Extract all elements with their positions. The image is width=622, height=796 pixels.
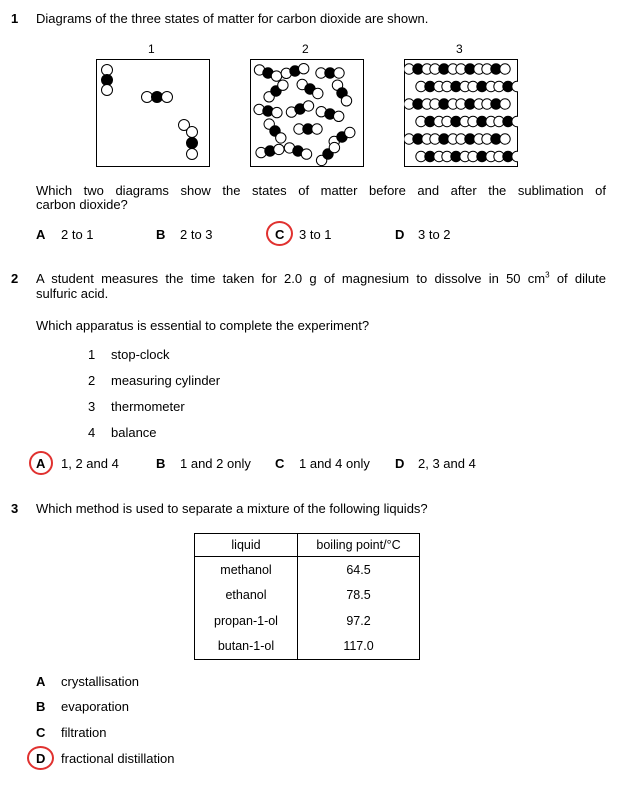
q3-option-b-letter[interactable]: B (36, 699, 46, 714)
question-1-number: 1 (11, 11, 19, 26)
table-row (195, 557, 420, 583)
oxygen-atom (500, 134, 510, 144)
q3-option-a-text[interactable]: crystallisation (61, 674, 140, 689)
q1-option-b-text[interactable]: 2 to 3 (180, 227, 213, 242)
table-cell-liquid: methanol (195, 557, 298, 583)
question-2-stem-line1 (36, 271, 606, 286)
diagram-1-label: 1 (148, 42, 155, 56)
q3-option-d-letter[interactable]: D (36, 751, 46, 766)
question-1-prompt-line1: Which two diagrams show the states of matter before and after the sublimation of (36, 183, 606, 198)
q2-stem-part1: A student measures the time taken for 2.0 g of magnesium to dissolve in 50 cm (36, 271, 546, 286)
question-2-prompt: Which apparatus is essential to complete the experiment? (36, 318, 370, 333)
q2-item-3-num: 3 (88, 399, 96, 414)
table-cell-boiling-point: 117.0 (298, 634, 420, 660)
q3-option-b-text[interactable]: evaporation (61, 699, 129, 714)
q3-option-c-text[interactable]: filtration (61, 725, 107, 740)
table-row (195, 634, 420, 660)
oxygen-atom (500, 99, 510, 109)
oxygen-atom (272, 107, 282, 117)
q2-item-3-text: thermometer (111, 399, 185, 414)
q1-option-b-letter[interactable]: B (156, 227, 166, 242)
q1-option-d-letter[interactable]: D (395, 227, 405, 242)
q1-option-d-text[interactable]: 3 to 2 (418, 227, 451, 242)
oxygen-atom (512, 116, 518, 126)
question-3-number: 3 (11, 501, 19, 516)
table-cell-boiling-point: 97.2 (298, 608, 420, 634)
oxygen-atom (512, 151, 518, 161)
q3-option-c-letter[interactable]: C (36, 725, 46, 740)
table-cell-liquid: butan-1-ol (195, 634, 298, 660)
table-header-boiling-point: boiling point/°C (298, 534, 420, 557)
q2-option-c-text[interactable]: 1 and 4 only (299, 456, 370, 471)
q2-option-c-letter[interactable]: C (275, 456, 285, 471)
oxygen-atom (303, 101, 313, 111)
q3-option-d-text[interactable]: fractional distillation (61, 751, 175, 766)
oxygen-atom (312, 124, 322, 134)
q2-option-a-text[interactable]: 1, 2 and 4 (61, 456, 119, 471)
table-row (195, 583, 420, 609)
diagram-3-solid (404, 59, 518, 167)
oxygen-atom (512, 81, 518, 91)
diagram-2-liquid (250, 59, 364, 167)
oxygen-atom (500, 64, 510, 74)
q2-option-b-letter[interactable]: B (156, 456, 166, 471)
diagram-1-gas (96, 59, 210, 167)
table-header-row (195, 534, 420, 557)
oxygen-atom (271, 71, 281, 81)
question-2-stem-line2: sulfuric acid. (36, 286, 109, 301)
oxygen-atom (313, 88, 323, 98)
table-row (195, 608, 420, 634)
diagram-3-label: 3 (456, 42, 463, 56)
table-cell-liquid: propan-1-ol (195, 608, 298, 634)
question-1-stem: Diagrams of the three states of matter for carbon dioxide are shown. (36, 11, 429, 26)
boiling-point-table (194, 533, 420, 660)
q2-option-a-letter[interactable]: A (36, 456, 46, 471)
q2-stem-sup: 3 (545, 270, 550, 280)
q2-item-2-num: 2 (88, 373, 96, 388)
q1-option-a-letter[interactable]: A (36, 227, 46, 242)
oxygen-atom (334, 111, 344, 121)
q1-option-a-text[interactable]: 2 to 1 (61, 227, 94, 242)
q2-item-2-text: measuring cylinder (111, 373, 221, 388)
table-cell-boiling-point: 64.5 (298, 557, 420, 583)
oxygen-atom (334, 68, 344, 78)
table-cell-liquid: ethanol (195, 583, 298, 609)
question-2-number: 2 (11, 271, 19, 286)
q1-option-c-letter[interactable]: C (275, 227, 285, 242)
q2-option-d-letter[interactable]: D (395, 456, 405, 471)
q2-item-4-num: 4 (88, 425, 96, 440)
oxygen-atom (341, 96, 351, 106)
question-3-stem: Which method is used to separate a mixture of the following liquids? (36, 501, 428, 516)
table-header-liquid: liquid (195, 534, 298, 557)
table-cell-boiling-point: 78.5 (298, 583, 420, 609)
oxygen-atom (274, 144, 284, 154)
q2-stem-part2: of dilute (549, 271, 606, 286)
q2-option-b-text[interactable]: 1 and 2 only (180, 456, 251, 471)
oxygen-atom (301, 149, 311, 159)
question-1-prompt-line2: carbon dioxide? (36, 197, 128, 212)
oxygen-atom (278, 80, 288, 90)
q3-option-a-letter[interactable]: A (36, 674, 46, 689)
diagram-2-label: 2 (302, 42, 309, 56)
oxygen-atom (345, 127, 355, 137)
oxygen-atom (329, 142, 339, 152)
q2-option-d-text[interactable]: 2, 3 and 4 (418, 456, 476, 471)
q2-item-1-text: stop-clock (111, 347, 170, 362)
oxygen-atom (276, 133, 286, 143)
oxygen-atom (299, 64, 309, 74)
q1-option-c-text[interactable]: 3 to 1 (299, 227, 332, 242)
q2-item-1-num: 1 (88, 347, 96, 362)
q2-item-4-text: balance (111, 425, 157, 440)
